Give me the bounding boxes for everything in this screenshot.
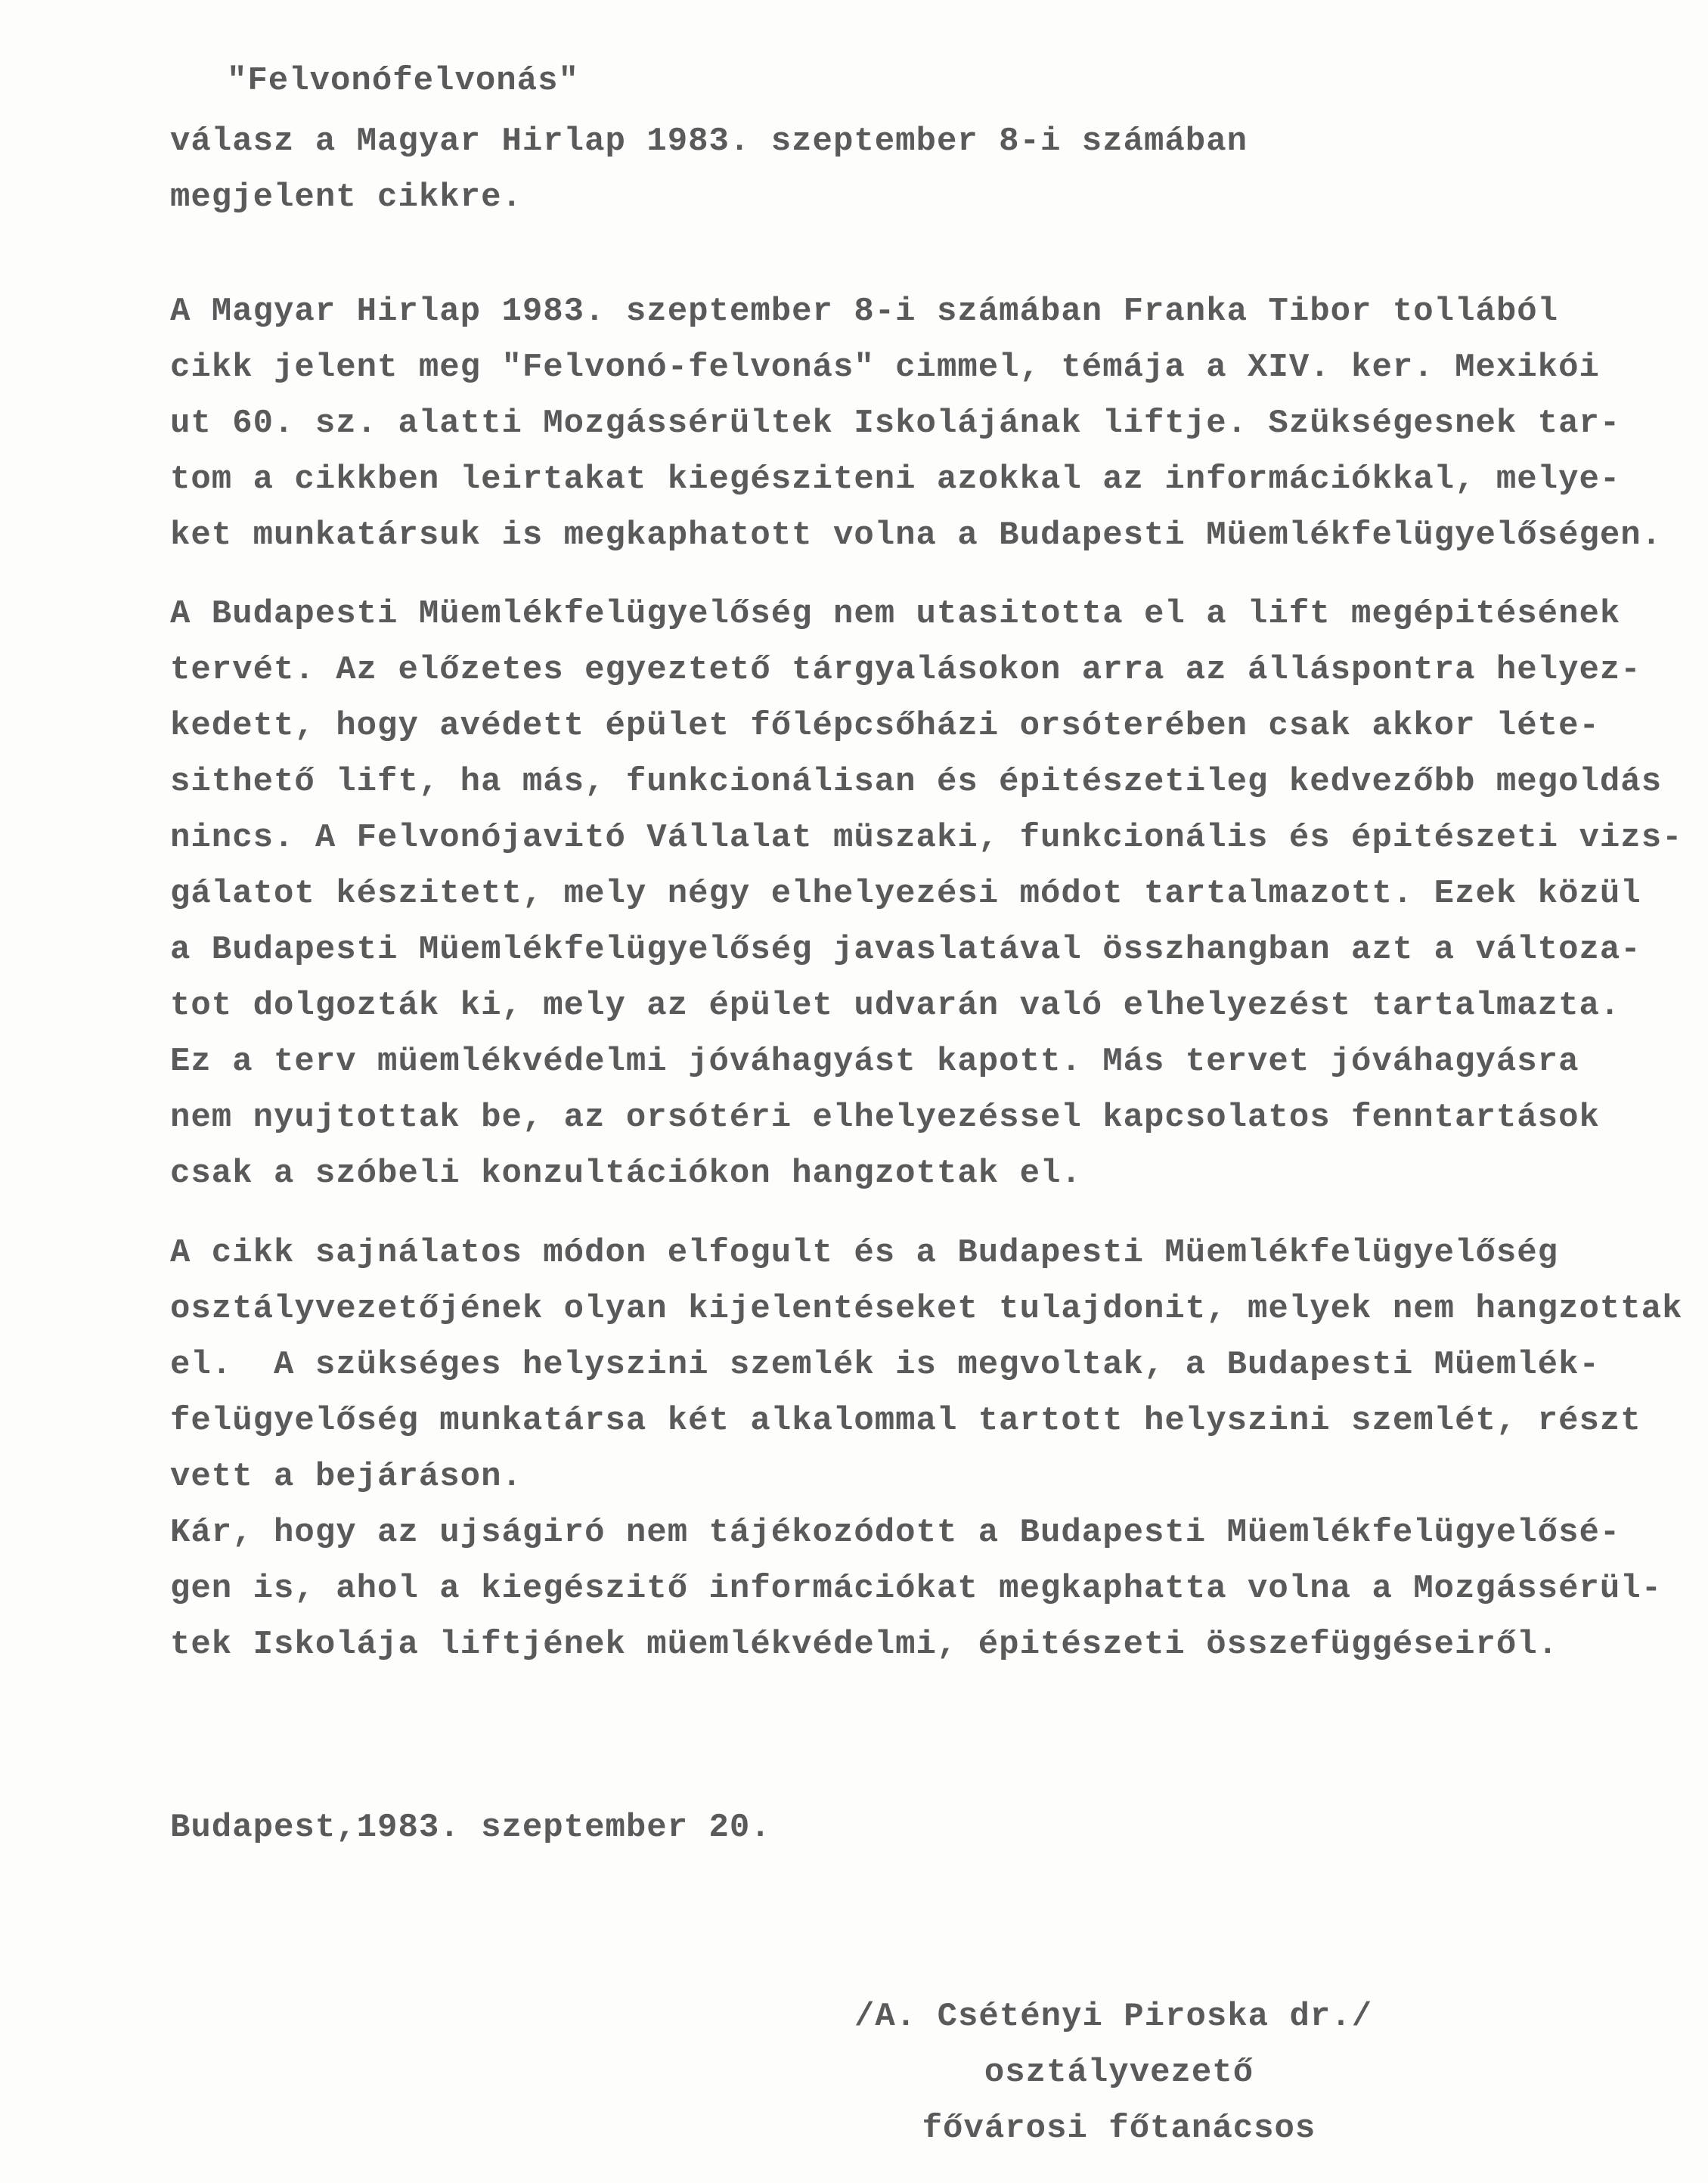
text-line: tek Iskolája liftjének müemlékvédelmi, épitészeti összefüggéseiről. — [170, 1626, 1559, 1664]
text-line: kedett, hogy avédett épület főlépcsőházi orsóterében csak akkor léte- — [170, 707, 1600, 745]
paragraph-2 — [170, 586, 1683, 1202]
text-line: A Magyar Hirlap 1983. szeptember 8-i számában Franka Tibor tollából — [170, 293, 1559, 330]
text-line: el. A szükséges helyszini szemlék is megvoltak, a Budapesti Müemlék- — [170, 1346, 1600, 1384]
text-line: A Budapesti Müemlékfelügyelőség nem utasitotta el a lift megépitésének — [170, 595, 1621, 633]
text-line: Ez a terv müemlékvédelmi jóváhagyást kapott. Más tervet jóváhagyásra — [170, 1043, 1579, 1081]
text-line: vett a bejáráson. — [170, 1458, 522, 1496]
text-line: gen is, ahol a kiegészitő információkat megkaphatta volna a Mozgássérül- — [170, 1570, 1663, 1608]
text-line: Kár, hogy az ujságiró nem tájékozódott a Budapesti Müemlékfelügyelősé- — [170, 1514, 1621, 1552]
paragraph-3 — [170, 1225, 1683, 1505]
text-line: sithető lift, ha más, funkcionálisan és épitészetileg kedvezőbb megoldás — [170, 763, 1663, 801]
text-line: nem nyujtottak be, az orsótéri elhelyezéssel kapcsolatos fenntartások — [170, 1099, 1600, 1136]
subtitle-line: megjelent cikkre. — [170, 178, 522, 216]
text-line: csak a szóbeli konzultációkon hangzottak el. — [170, 1155, 1082, 1192]
text-line: gálatot készitett, mely négy elhelyezési módot tartalmazott. Ezek közül — [170, 875, 1641, 913]
document-subtitle — [170, 113, 1248, 225]
text-line: ut 60. sz. alatti Mozgássérültek Iskolájának liftje. Szükségesnek tar- — [170, 405, 1621, 442]
signature-name: /A. Csétényi Piroska dr./ — [854, 1998, 1373, 2036]
paragraph-4 — [170, 1505, 1662, 1673]
text-line: felügyelőség munkatársa két alkalommal tartott helyszini szemlét, részt — [170, 1402, 1641, 1440]
text-line: tom a cikkben leirtakat kiegésziteni azokkal az információkkal, melye- — [170, 460, 1621, 498]
signature-block — [854, 1989, 1384, 2157]
signature-position: osztályvezető — [984, 2054, 1254, 2092]
paragraph-1 — [170, 284, 1662, 563]
text-line: cikk jelent meg "Felvonó-felvonás" cimmel, témája a XIV. ker. Mexikói — [170, 349, 1600, 386]
text-line: ket munkatársuk is megkaphatott volna a Budapesti Müemlékfelügyelőségen. — [170, 516, 1663, 554]
text-line: osztályvezetőjének olyan kijelentéseket tulajdonit, melyek nem hangzottak — [170, 1290, 1683, 1328]
text-line: tot dolgozták ki, mely az épület udvarán való elhelyezést tartalmazta. — [170, 987, 1621, 1025]
document-date: Budapest,1983. szeptember 20. — [170, 1809, 771, 1847]
text-line: A cikk sajnálatos módon elfogult és a Budapesti Müemlékfelügyelőség — [170, 1234, 1559, 1272]
text-line: tervét. Az előzetes egyeztető tárgyalásokon arra az álláspontra helyez- — [170, 651, 1641, 689]
text-line: nincs. A Felvonójavitó Vállalat müszaki, funkcionális és épitészeti vizs- — [170, 819, 1683, 857]
text-line: a Budapesti Müemlékfelügyelőség javaslatával összhangban azt a változa- — [170, 931, 1641, 969]
signature-rank: fővárosi főtanácsos — [922, 2110, 1316, 2147]
document-title: "Felvonófelvonás" — [227, 62, 579, 100]
subtitle-line: válasz a Magyar Hirlap 1983. szeptember 8-i számában — [170, 122, 1248, 160]
